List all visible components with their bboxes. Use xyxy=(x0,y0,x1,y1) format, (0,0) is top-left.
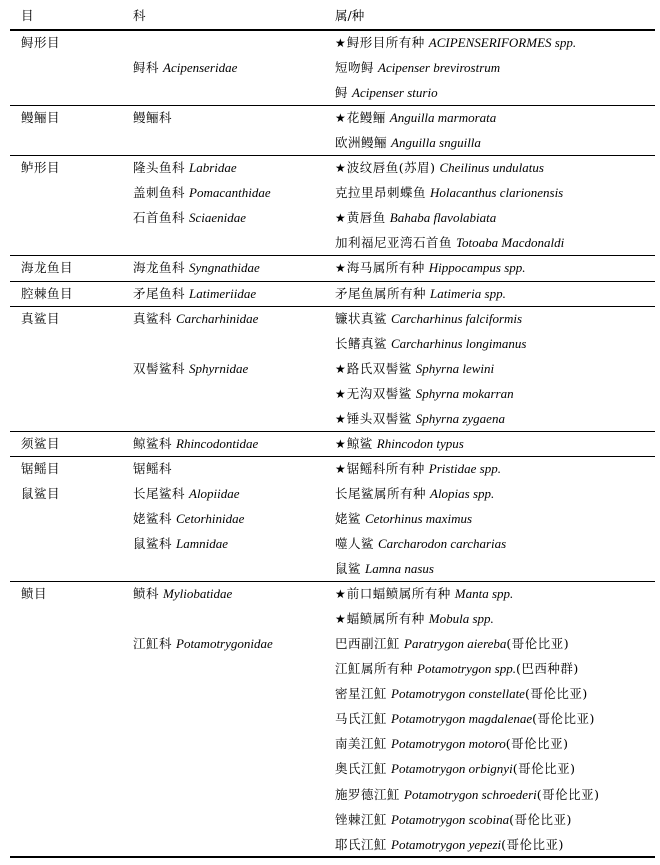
species-cell xyxy=(335,561,434,577)
species-name: 锯鳐科所有种 xyxy=(346,461,425,476)
species-cell xyxy=(335,711,595,727)
distribution-note: (哥伦比亚) xyxy=(532,711,595,726)
species-name: 巴西副江魟 xyxy=(335,636,401,651)
family-name: 鲼科 xyxy=(133,586,160,601)
star-icon: ★ xyxy=(335,161,346,175)
species-name: 密星江魟 xyxy=(335,686,388,701)
species-scientific-name: Acipenser brevirostrum xyxy=(378,60,501,75)
family-scientific-name: Sciaenidae xyxy=(189,210,247,225)
species-scientific-name: Hippocampus spp. xyxy=(428,260,526,275)
species-scientific-name: Totoaba Macdonaldi xyxy=(456,235,565,250)
family-name: 江魟科 xyxy=(133,636,173,651)
species-cell xyxy=(335,511,472,527)
header-family: 科 xyxy=(133,8,146,23)
family-name: 鳗鲡科 xyxy=(133,110,173,125)
group-divider xyxy=(10,155,655,156)
family-cell xyxy=(133,210,246,226)
family-cell xyxy=(133,436,258,452)
species-scientific-name: Anguilla snguilla xyxy=(391,135,481,150)
species-name: 耶氏江魟 xyxy=(335,837,388,852)
species-cell xyxy=(335,386,514,402)
group-divider xyxy=(10,306,655,307)
species-name: 马氏江魟 xyxy=(335,711,388,726)
family-cell xyxy=(133,286,256,302)
star-icon: ★ xyxy=(335,36,346,50)
species-cell xyxy=(335,812,572,828)
species-cell xyxy=(335,185,563,201)
species-scientific-name: Carcharodon carcharias xyxy=(378,536,507,551)
order-name: 鼠鲨目 xyxy=(21,486,61,501)
species-name: 鲟 xyxy=(335,85,349,100)
family-cell xyxy=(133,511,244,527)
family-name: 鲟科 xyxy=(133,60,160,75)
species-name: 加利福尼亚湾石首鱼 xyxy=(335,235,453,250)
star-icon: ★ xyxy=(335,211,346,225)
species-scientific-name: Potamotrygon motoro xyxy=(391,736,506,751)
species-cell xyxy=(335,761,575,777)
group-divider xyxy=(10,456,655,457)
species-scientific-name: Potamotrygon spp. xyxy=(417,661,516,676)
species-cell xyxy=(335,260,526,276)
species-cell xyxy=(335,210,496,226)
star-icon: ★ xyxy=(335,612,346,626)
family-scientific-name: Potamotrygonidae xyxy=(176,636,273,651)
species-name: 长尾鲨属所有种 xyxy=(335,486,427,501)
species-name: 鼠鲨 xyxy=(335,561,362,576)
family-cell xyxy=(133,361,248,377)
family-cell xyxy=(133,636,273,652)
species-name: 南美江魟 xyxy=(335,736,388,751)
species-cell xyxy=(335,536,506,552)
species-cell xyxy=(335,235,564,251)
species-name: 短吻鲟 xyxy=(335,60,375,75)
family-cell xyxy=(133,536,228,552)
family-cell xyxy=(133,461,172,477)
order-name: 鲼目 xyxy=(21,586,48,601)
family-scientific-name: Myliobatidae xyxy=(163,586,233,601)
family-name: 矛尾鱼科 xyxy=(133,286,186,301)
group-divider xyxy=(10,281,655,282)
header-order: 目 xyxy=(21,8,34,23)
table-bottom-rule xyxy=(10,856,655,858)
species-cell xyxy=(335,686,588,702)
species-scientific-name: Holacanthus clarionensis xyxy=(430,185,564,200)
species-scientific-name: Cheilinus undulatus xyxy=(439,160,544,175)
star-icon: ★ xyxy=(335,387,346,401)
species-name: 海马属所有种 xyxy=(346,260,425,275)
family-scientific-name: Rhincodontidae xyxy=(176,436,259,451)
species-scientific-name: Cetorhinus maximus xyxy=(365,511,473,526)
family-name: 隆头鱼科 xyxy=(133,160,186,175)
distribution-note: (巴西种群) xyxy=(515,661,579,676)
species-name: 鲟形目所有种 xyxy=(346,35,425,50)
family-cell xyxy=(133,486,240,502)
family-cell xyxy=(133,60,237,76)
order-name: 鲈形目 xyxy=(21,160,61,175)
species-name: 克拉里昂刺蝶鱼 xyxy=(335,185,427,200)
species-scientific-name: Sphyrna zygaena xyxy=(415,411,505,426)
group-divider xyxy=(10,581,655,582)
species-cell xyxy=(335,85,438,101)
species-name: 江魟属所有种 xyxy=(335,661,414,676)
order-name: 须鲨目 xyxy=(21,436,61,451)
species-scientific-name: Lamna nasus xyxy=(365,561,434,576)
species-cell xyxy=(335,160,544,176)
distribution-note: (哥伦比亚) xyxy=(501,837,564,852)
species-name: 施罗德江魟 xyxy=(335,787,401,802)
star-icon: ★ xyxy=(335,261,346,275)
species-name: 前口蝠鲼属所有种 xyxy=(346,586,451,601)
family-scientific-name: Pomacanthidae xyxy=(189,185,271,200)
order-name: 腔棘鱼目 xyxy=(21,286,74,301)
species-name: 奥氏江魟 xyxy=(335,761,388,776)
family-cell xyxy=(133,110,172,126)
species-cell xyxy=(335,361,494,377)
species-cell xyxy=(335,286,506,302)
species-scientific-name: ACIPENSERIFORMES spp. xyxy=(428,35,577,50)
species-name: 长鳍真鲨 xyxy=(335,336,388,351)
header-genus-species: 属/种 xyxy=(335,8,365,23)
species-cell xyxy=(335,336,526,352)
family-cell xyxy=(133,260,260,276)
distribution-note: (哥伦比亚) xyxy=(505,736,569,751)
family-scientific-name: Latimeriidae xyxy=(189,286,257,301)
family-scientific-name: Alopiidae xyxy=(189,486,240,501)
species-scientific-name: Potamotrygon yepezi xyxy=(391,837,502,852)
species-cell xyxy=(335,837,564,853)
family-cell xyxy=(133,185,271,201)
species-scientific-name: Anguilla marmorata xyxy=(389,110,497,125)
species-name: 花鳗鲡 xyxy=(346,110,386,125)
species-scientific-name: Sphyrna mokarran xyxy=(415,386,514,401)
species-name: 鲸鲨 xyxy=(346,436,373,451)
order-name: 真鲨目 xyxy=(21,311,61,326)
group-divider xyxy=(10,255,655,256)
species-scientific-name: Carcharhinus longimanus xyxy=(391,336,527,351)
family-name: 姥鲨科 xyxy=(133,511,173,526)
species-name: 路氏双髻鲨 xyxy=(346,361,412,376)
order-name: 锯鳐目 xyxy=(21,461,61,476)
species-cell xyxy=(335,60,500,76)
star-icon: ★ xyxy=(335,111,346,125)
species-scientific-name: Potamotrygon magdalenae xyxy=(391,711,533,726)
star-icon: ★ xyxy=(335,587,346,601)
species-cell xyxy=(335,787,600,803)
species-name: 黄唇鱼 xyxy=(346,210,386,225)
species-cell xyxy=(335,636,569,652)
species-scientific-name: Potamotrygon constellate xyxy=(391,686,525,701)
star-icon: ★ xyxy=(335,412,346,426)
species-scientific-name: Potamotrygon schroederi xyxy=(404,787,537,802)
family-scientific-name: Cetorhinidae xyxy=(176,511,245,526)
star-icon: ★ xyxy=(335,462,346,476)
species-name: 噬人鲨 xyxy=(335,536,375,551)
species-name: 无沟双髻鲨 xyxy=(346,386,412,401)
species-scientific-name: Alopias spp. xyxy=(430,486,495,501)
distribution-note: (哥伦比亚) xyxy=(506,636,570,651)
family-name: 盖刺鱼科 xyxy=(133,185,186,200)
species-cell xyxy=(335,311,522,327)
family-name: 石首鱼科 xyxy=(133,210,186,225)
species-cell xyxy=(335,35,576,51)
star-icon: ★ xyxy=(335,362,346,376)
order-name: 鲟形目 xyxy=(21,35,61,50)
header-top-rule xyxy=(10,29,655,31)
species-name: 姥鲨 xyxy=(335,511,362,526)
distribution-note: (哥伦比亚) xyxy=(512,761,576,776)
distribution-note: (哥伦比亚) xyxy=(509,812,572,827)
species-scientific-name: Manta spp. xyxy=(454,586,514,601)
species-scientific-name: Paratrygon aiereba xyxy=(404,636,507,651)
species-name: 矛尾鱼属所有种 xyxy=(335,286,427,301)
family-name: 海龙鱼科 xyxy=(133,260,186,275)
species-cell xyxy=(335,461,501,477)
distribution-note: (哥伦比亚) xyxy=(524,686,588,701)
species-scientific-name: Potamotrygon orbignyi xyxy=(391,761,513,776)
family-name: 锯鳐科 xyxy=(133,461,173,476)
family-scientific-name: Sphyrnidae xyxy=(189,361,249,376)
species-cell xyxy=(335,586,513,602)
species-cell xyxy=(335,110,496,126)
species-scientific-name: Rhincodon typus xyxy=(376,436,464,451)
family-name: 鲸鲨科 xyxy=(133,436,173,451)
family-cell xyxy=(133,160,237,176)
family-scientific-name: Acipenseridae xyxy=(163,60,238,75)
star-icon: ★ xyxy=(335,437,346,451)
species-name: 蝠鲼属所有种 xyxy=(346,611,425,626)
species-scientific-name: Mobula spp. xyxy=(428,611,494,626)
species-name: 锉棘江魟 xyxy=(335,812,388,827)
distribution-note: (哥伦比亚) xyxy=(536,787,600,802)
family-name: 双髻鲨科 xyxy=(133,361,186,376)
species-cell xyxy=(335,135,481,151)
group-divider xyxy=(10,431,655,432)
family-cell xyxy=(133,311,258,327)
species-cell xyxy=(335,486,494,502)
species-name: 锤头双髻鲨 xyxy=(346,411,412,426)
order-name: 鳗鲡目 xyxy=(21,110,61,125)
species-name: 镰状真鲨 xyxy=(335,311,388,326)
species-scientific-name: Pristidae spp. xyxy=(428,461,501,476)
species-scientific-name: Carcharhinus falciformis xyxy=(391,311,523,326)
family-scientific-name: Carcharhinidae xyxy=(176,311,259,326)
family-name: 真鲨科 xyxy=(133,311,173,326)
species-scientific-name: Sphyrna lewini xyxy=(415,361,495,376)
species-cell xyxy=(335,436,464,452)
species-cell xyxy=(335,411,505,427)
species-scientific-name: Potamotrygon scobina xyxy=(391,812,510,827)
family-scientific-name: Labridae xyxy=(189,160,237,175)
family-cell xyxy=(133,586,232,602)
species-scientific-name: Acipenser sturio xyxy=(352,85,438,100)
family-scientific-name: Syngnathidae xyxy=(189,260,260,275)
family-name: 鼠鲨科 xyxy=(133,536,173,551)
group-divider xyxy=(10,105,655,106)
family-name: 长尾鲨科 xyxy=(133,486,186,501)
species-cell xyxy=(335,611,494,627)
order-name: 海龙鱼目 xyxy=(21,260,74,275)
species-cell xyxy=(335,736,568,752)
family-scientific-name: Lamnidae xyxy=(176,536,228,551)
species-scientific-name: Bahaba flavolabiata xyxy=(389,210,497,225)
species-scientific-name: Latimeria spp. xyxy=(430,286,506,301)
species-name: 波纹唇鱼(苏眉) xyxy=(346,160,436,175)
species-cell xyxy=(335,661,579,677)
species-name: 欧洲鳗鲡 xyxy=(335,135,388,150)
